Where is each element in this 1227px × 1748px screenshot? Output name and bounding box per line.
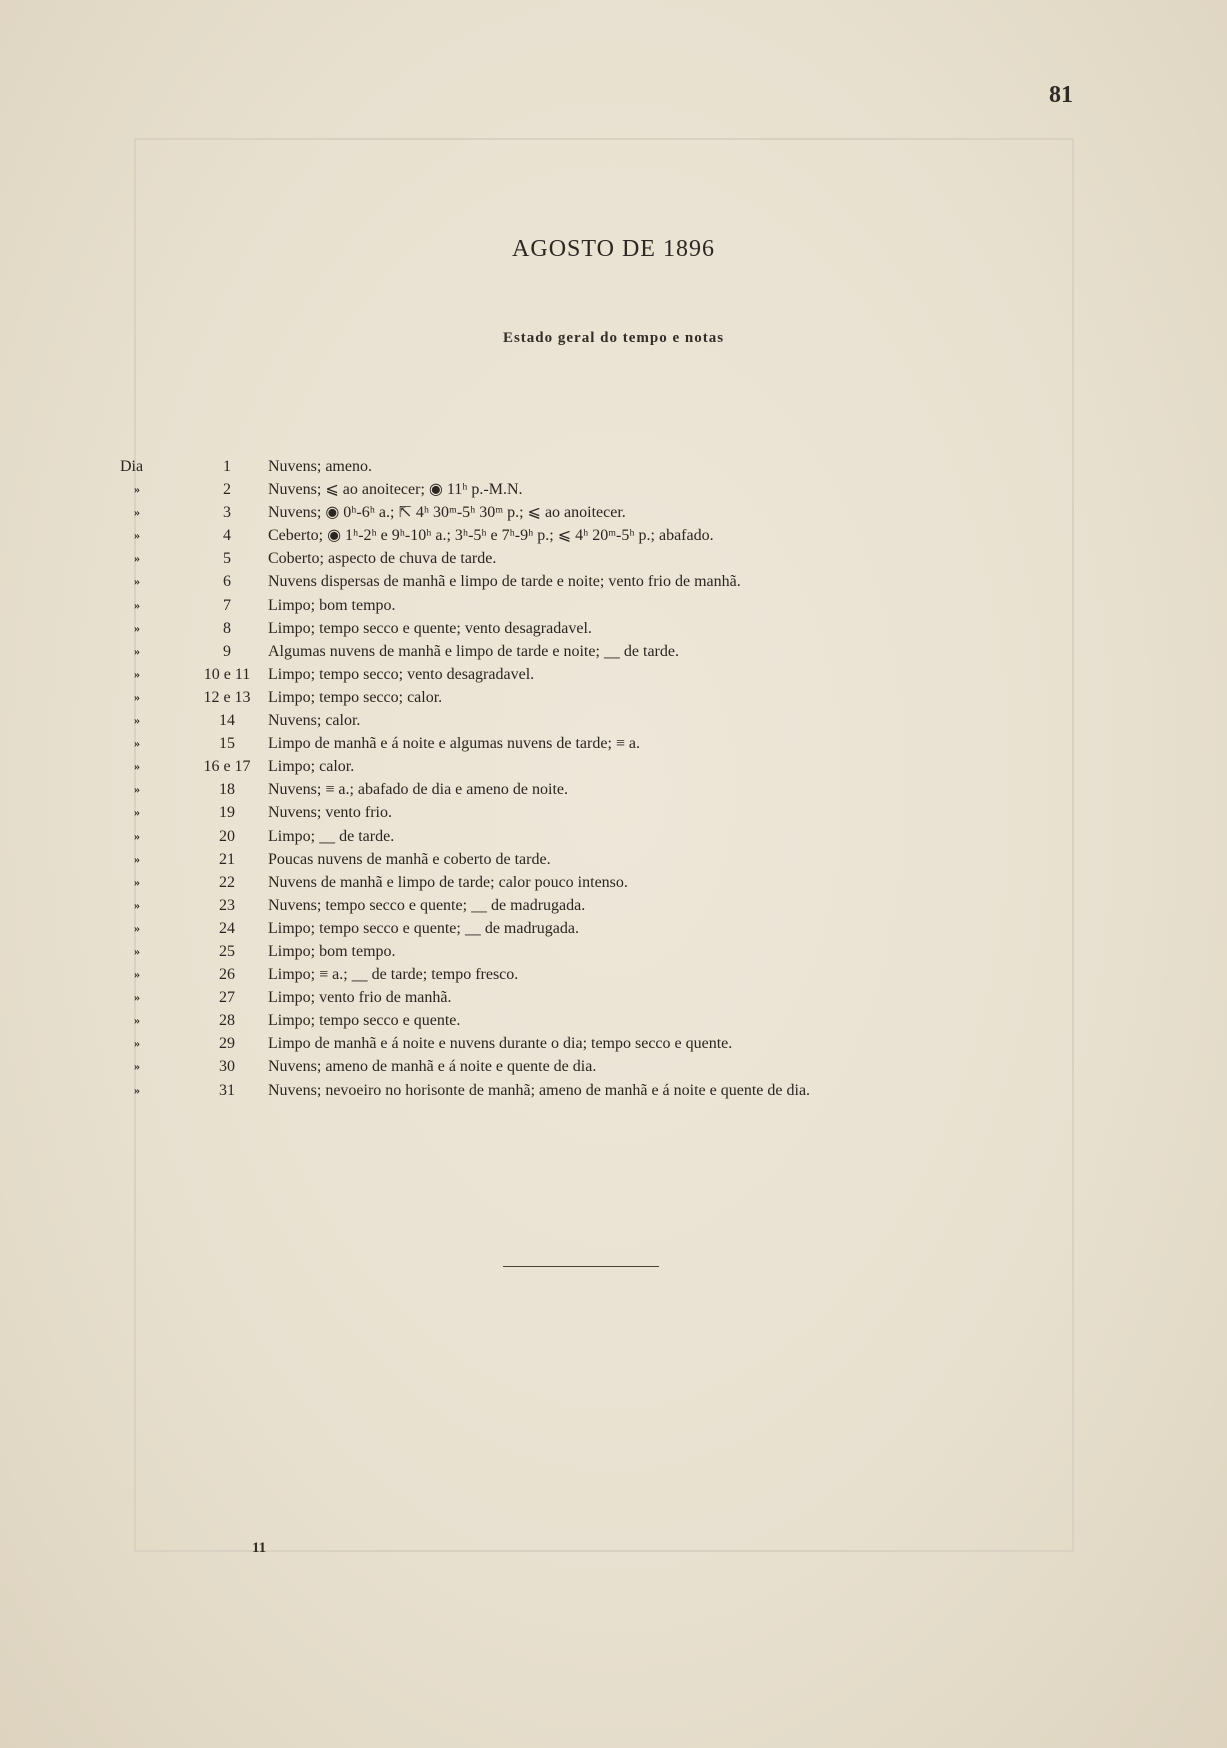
ditto-mark: » [134, 736, 140, 751]
day-number: 21 [219, 850, 235, 868]
ditto-mark: » [134, 1059, 140, 1074]
ditto-mark: » [134, 759, 140, 774]
weather-note: Coberto; aspecto de chuva de tarde. [268, 550, 497, 568]
day-number: 26 [219, 966, 235, 984]
ditto-mark: » [134, 1013, 140, 1028]
list-item [120, 1055, 1020, 1078]
weather-note: Limpo; ≡ a.; ⸏ de tarde; tempo fresco. [268, 966, 519, 984]
ditto-mark: » [134, 920, 140, 935]
ditto-mark: » [134, 620, 140, 635]
day-number: 2 [223, 481, 231, 499]
list-item [120, 871, 1020, 894]
weather-note: Nuvens; ameno de manhã e á noite e quente de dia. [268, 1058, 597, 1076]
day-number: 28 [219, 1012, 235, 1030]
list-item [120, 778, 1020, 801]
weather-note: Nuvens; calor. [268, 712, 361, 730]
day-number: 16 e 17 [203, 758, 251, 776]
list-item [120, 1032, 1020, 1055]
ditto-mark: » [134, 528, 140, 543]
day-number: 19 [219, 804, 235, 822]
list-item [120, 501, 1020, 524]
ditto-mark: » [134, 828, 140, 843]
ditto-mark: » [134, 874, 140, 889]
weather-note: Limpo; tempo secco e quente; ⸏ de madrugada. [268, 919, 580, 937]
weather-note: Limpo; calor. [268, 758, 355, 776]
list-item [120, 478, 1020, 501]
weather-note: Nuvens dispersas de manhã e limpo de tarde e noite; vento frio de manhã. [268, 573, 741, 591]
ditto-mark: » [134, 805, 140, 820]
day-number: 31 [219, 1081, 235, 1099]
page-subtitle: Estado geral do tempo e notas [502, 330, 725, 346]
list-item [120, 547, 1020, 570]
weather-note: Limpo; ⸏ de tarde. [268, 827, 395, 845]
list-item [120, 894, 1020, 917]
day-number: 27 [219, 989, 235, 1007]
ditto-mark: » [134, 574, 140, 589]
ditto-mark: » [134, 851, 140, 866]
weather-note: Limpo de manhã e á noite e algumas nuvens de tarde; ≡ a. [268, 735, 641, 753]
weather-note: Limpo; tempo secco e quente. [268, 1012, 461, 1030]
weather-note: Poucas nuvens de manhã e coberto de tarde. [268, 850, 551, 868]
weather-note: Ceberto; ◉ 1ʰ-2ʰ e 9ʰ-10ʰ a.; 3ʰ-5ʰ e 7ʰ-9ʰ p.; ⩽ 4ʰ 20ᵐ-5ʰ p.; abafado. [268, 527, 714, 545]
list-item [120, 594, 1020, 617]
ditto-mark: » [134, 643, 140, 658]
day-number: 25 [219, 942, 235, 960]
ditto-mark: » [134, 505, 140, 520]
list-item [120, 917, 1020, 940]
weather-note: Nuvens; vento frio. [268, 804, 392, 822]
list-item [120, 825, 1020, 848]
ditto-mark: » [134, 943, 140, 958]
day-number: 29 [219, 1035, 235, 1053]
day-number: 22 [219, 873, 235, 891]
closing-rule [503, 1266, 659, 1267]
day-number: 5 [223, 550, 231, 568]
day-number: 6 [223, 573, 231, 591]
day-number: 15 [219, 735, 235, 753]
list-item [120, 524, 1020, 547]
list-item [120, 1079, 1020, 1102]
page-number: 81 [1049, 82, 1073, 108]
ditto-mark: » [134, 1036, 140, 1051]
ditto-mark: » [134, 713, 140, 728]
day-number: 12 e 13 [203, 688, 251, 706]
list-item [120, 570, 1020, 593]
day-label: Dia [120, 458, 144, 475]
weather-note: Nuvens de manhã e limpo de tarde; calor pouco intenso. [268, 873, 628, 891]
list-item [120, 640, 1020, 663]
ditto-mark: » [134, 897, 140, 912]
day-number: 3 [223, 504, 231, 522]
weather-note: Nuvens; ⩽ ao anoitecer; ◉ 11ʰ p.-M.N. [268, 481, 523, 499]
ditto-mark: » [134, 1082, 140, 1097]
list-item [120, 963, 1020, 986]
day-number: 20 [219, 827, 235, 845]
day-number: 18 [219, 781, 235, 799]
ditto-mark: » [134, 689, 140, 704]
weather-note: Nuvens; ≡ a.; abafado de dia e ameno de noite. [268, 781, 569, 799]
weather-notes-list [120, 455, 1020, 1102]
ditto-mark: » [134, 666, 140, 681]
weather-note: Limpo; vento frio de manhã. [268, 989, 452, 1007]
ditto-mark: » [134, 597, 140, 612]
ditto-mark: » [134, 551, 140, 566]
list-item [120, 848, 1020, 871]
weather-note: Limpo; bom tempo. [268, 596, 396, 614]
day-number: 30 [219, 1058, 235, 1076]
day-number: 23 [219, 896, 235, 914]
list-item [120, 940, 1020, 963]
ditto-mark: » [134, 482, 140, 497]
weather-note: Nuvens; ameno. [268, 458, 372, 475]
list-item [120, 801, 1020, 824]
day-number: 10 e 11 [203, 665, 251, 683]
weather-note: Limpo; tempo secco; calor. [268, 688, 443, 706]
list-item [120, 709, 1020, 732]
weather-note: Nuvens; ◉ 0ʰ-6ʰ a.; ⇱ 4ʰ 30ᵐ-5ʰ 30ᵐ p.; ⩽ ao anoitecer. [268, 504, 626, 522]
weather-note: Algumas nuvens de manhã e limpo de tarde e noite; ⸏ de tarde. [268, 642, 679, 660]
weather-note: Nuvens; nevoeiro no horisonte de manhã; ameno de manhã e á noite e quente de dia. [268, 1081, 811, 1099]
ditto-mark: » [134, 990, 140, 1005]
weather-note: Limpo; tempo secco; vento desagradavel. [268, 665, 535, 683]
day-number: 9 [223, 642, 231, 660]
weather-note: Limpo; tempo secco e quente; vento desagradavel. [268, 619, 592, 637]
list-item [120, 986, 1020, 1009]
day-number: 7 [223, 596, 231, 614]
weather-note: Limpo de manhã e á noite e nuvens durante o dia; tempo secco e quente. [268, 1035, 733, 1053]
list-item [120, 1009, 1020, 1032]
list-item [120, 663, 1020, 686]
ditto-mark: » [134, 782, 140, 797]
day-number: 14 [219, 712, 235, 730]
signature-mark: 11 [252, 1540, 267, 1556]
list-item [120, 455, 1020, 478]
day-number: 1 [223, 458, 231, 475]
weather-note: Nuvens; tempo secco e quente; ⸏ de madrugada. [268, 896, 586, 914]
day-number: 4 [223, 527, 231, 545]
ditto-mark: » [134, 967, 140, 982]
list-item [120, 686, 1020, 709]
page-title: AGOSTO DE 1896 [512, 236, 715, 262]
list-item [120, 755, 1020, 778]
day-number: 24 [219, 919, 235, 937]
weather-note: Limpo; bom tempo. [268, 942, 396, 960]
day-number: 8 [223, 619, 231, 637]
list-item [120, 617, 1020, 640]
list-item [120, 732, 1020, 755]
